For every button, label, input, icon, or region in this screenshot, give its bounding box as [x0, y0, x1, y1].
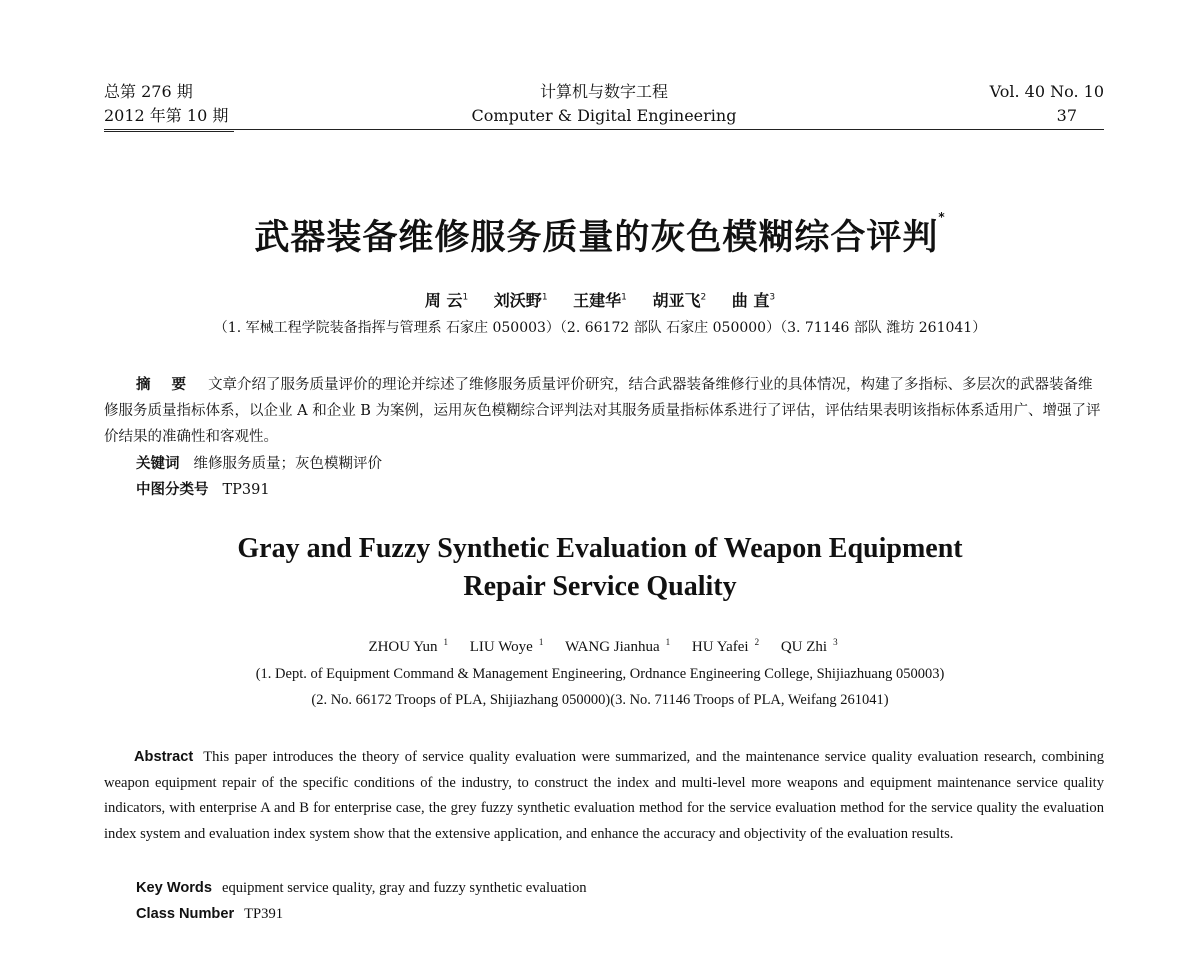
english-title: Gray and Fuzzy Synthetic Evaluation of Weapon Equipment Repair Service Quality [237, 533, 963, 602]
abstract-label-en: Abstract [134, 749, 194, 765]
author-cn: 王建华$^1$ [573, 291, 627, 310]
chinese-abstract [104, 372, 1104, 450]
author-cn: 周 云$^1$ [424, 291, 469, 310]
english-abstract [104, 745, 1104, 847]
english-affiliation-1: (1. Dept. of Equipment Command & Management Engineering, Ordnance Engineering College, Shijiazhuang 050003) [255, 666, 945, 682]
title-footnote-mark: * [938, 210, 946, 224]
class-value-cn: TP391 [222, 482, 270, 498]
issue-year: 2012 年第 10 期 [104, 106, 229, 125]
english-affiliation-2: (2. No. 66172 Troops of PLA, Shijiazhang 050000)(3. No. 71146 Troops of PLA, Weifang 261041) [311, 692, 889, 708]
author-en: QU Zhi $^3$ [780, 637, 838, 655]
abstract-text-cn: 文章介绍了服务质量评价的理论并综述了维修服务质量评价研究，结合武器装备维修行业的具体情况，构建了多指标、多层次的武器装备维修服务质量指标体系，以企业 A 和企业 B 为案例，运用灰色模糊综合评判法对其服务质量指标体系进行了评估，评估结果表明该指标体系适用广、增强了评价结果的准确性和客观性。 [104, 377, 1101, 445]
keywords-label-cn: 关键词 [136, 456, 180, 472]
chinese-authors [0, 288, 1200, 311]
english-authors [0, 637, 1200, 656]
running-header [104, 80, 1104, 132]
class-label-cn: 中图分类号 [136, 482, 209, 498]
author-en: WANG Jianhua $^1$ [565, 637, 671, 655]
abstract-text-en: This paper introduces the theory of service quality evaluation were summarized, and the maintenance service quality evaluation research, combining weapon equipment repair of the specific conditions of the industry, to construct the index and multi-level more weapons and equipment maintenance service quality indicators, with enterprise A and B for enterprise case, the grey fuzzy synthetic evaluation method for the service evaluation method for the service quality the evaluation index system and evaluation index system show that the extensive application, and enhance the accuracy and objectivity of the evaluation results. [104, 749, 1104, 842]
class-value-en: TP391 [244, 906, 284, 922]
chinese-keywords [136, 452, 382, 476]
author-en: LIU Woye $^1$ [469, 637, 544, 655]
keywords-text-cn: 维修服务质量；灰色模糊评价 [193, 456, 382, 472]
keywords-text-en: equipment service quality, gray and fuzzy synthetic evaluation [221, 880, 587, 896]
english-class-number [136, 902, 283, 926]
author-cn: 胡亚飞$^2$ [652, 291, 707, 310]
author-cn: 刘沃野$^1$ [493, 291, 548, 310]
volume-number: Vol. 40 No. 10 [989, 82, 1104, 101]
journal-name-cn: 计算机与数字工程 [539, 82, 668, 101]
author-en: HU Yafei $^2$ [691, 637, 760, 655]
page-number: 37 [1056, 106, 1077, 125]
header-rule [104, 129, 1104, 130]
author-cn: 曲 直$^3$ [731, 291, 776, 310]
chinese-affiliation: （1. 军械工程学院装备指挥与管理系 石家庄 050003）（2. 66172 部队 石家庄 050000）（3. 71146 部队 潍坊 261041） [213, 320, 987, 336]
chinese-title: 武器装备维修服务质量的灰色模糊综合评判* [254, 210, 946, 258]
chinese-class-number [136, 478, 270, 502]
journal-name-en: Computer & Digital Engineering [471, 106, 737, 125]
abstract-label-cn: 摘 要 [136, 377, 195, 393]
header-rule-short [104, 131, 234, 132]
header-journal [104, 80, 1104, 128]
issue-total: 总第 276 期 [104, 82, 193, 101]
keywords-label-en: Key Words [136, 880, 212, 896]
class-label-en: Class Number [136, 906, 235, 922]
header-volume [990, 80, 1104, 128]
english-keywords [136, 876, 587, 900]
author-en: ZHOU Yun $^1$ [368, 637, 448, 655]
